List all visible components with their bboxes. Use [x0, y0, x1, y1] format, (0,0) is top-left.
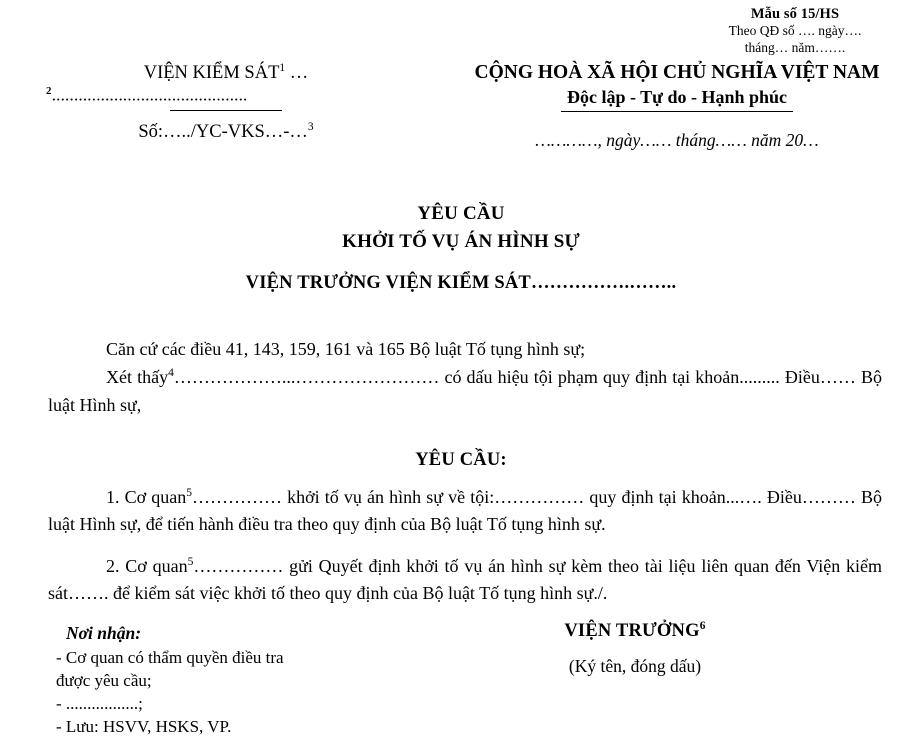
request-heading: YÊU CẦU: [415, 450, 507, 470]
national-heading-block [432, 61, 922, 151]
request-item-1-superscript: 5 [186, 487, 193, 499]
organization-dotted-line [36, 85, 416, 105]
form-code-subtitle-line2: tháng… năm……. [744, 39, 846, 55]
recipients-block [56, 622, 416, 738]
organization-name [36, 62, 416, 84]
organization-dotted-superscript: 2 [46, 85, 52, 98]
form-code-block [668, 6, 922, 57]
list-item: - .................; [56, 694, 143, 714]
signature-note: (Ký tên, đóng dấu) [568, 656, 702, 677]
organization-block [36, 62, 416, 143]
document-title [0, 200, 922, 255]
request-item-2-prefix: 2. Cơ quan [106, 555, 188, 576]
request-item-2-text: …………… gửi Quyết định khởi tố vụ án hình sự kèm theo tài liệu liên quan đến Viện kiểm sát……. để kiểm sát việc khởi tố theo quy định của Bộ luật Tố tụng hình sự./. [48, 555, 883, 604]
request-item-2 [48, 553, 882, 608]
date-line: …………, ngày…… tháng…… năm 20… [535, 129, 819, 150]
signature-title-text: VIỆN TRƯỞNG [564, 621, 700, 642]
document-title-line2: KHỞI TỐ VỤ ÁN HÌNH SỰ [342, 230, 580, 252]
form-code-title: Mẫu số 15/HS [750, 6, 840, 22]
national-motto: Độc lập - Tự do - Hạnh phúc [561, 86, 793, 112]
body-paragraph-2-superscript: 4 [168, 367, 174, 380]
recipients-list [56, 646, 416, 738]
document-number-text: Số:…../YC-VKS…-… [138, 121, 308, 142]
body-paragraph-1: Căn cứ các điều 41, 143, 159, 161 và 165 Bộ luật Tố tụng hình sự; [106, 339, 586, 359]
document-title-line1: YÊU CẦU [417, 203, 505, 224]
body-paragraph-2-prefix: Xét thấy [106, 367, 169, 388]
document-number [36, 121, 416, 143]
country-name: CỘNG HOÀ XÃ HỘI CHỦ NGHĨA VIỆT NAM [474, 62, 880, 83]
organization-name-superscript: 1 [279, 62, 286, 74]
document-number-superscript: 3 [307, 120, 314, 133]
request-item-1-prefix: 1. Cơ quan [106, 487, 187, 507]
request-item-1-text: …………… khởi tố vụ án hình sự về tội:…………… quy định tại khoản...…. Điều……… Bộ luật Hình sự, để tiến hành điều tra theo quy định của Bộ luật Tố tụng hình sự. [48, 487, 882, 535]
list-item: - Cơ quan có thẩm quyền điều tra [56, 647, 284, 667]
signature-title-superscript: 6 [699, 620, 706, 632]
body-paragraph-2-text: ………………...…………………… có dấu hiệu tội phạm quy định tại khoản......... Điều…… Bộ luật Hình sự, [48, 367, 882, 415]
signature-title [470, 620, 800, 642]
body-paragraph-2 [48, 364, 882, 419]
form-code-subtitle-line1: Theo QĐ số …. ngày…. [728, 23, 862, 39]
organization-divider-rule [170, 110, 282, 111]
recipients-title: Nơi nhận: [66, 623, 142, 643]
organization-name-text: VIỆN KIỂM SÁT [143, 63, 280, 84]
list-item: được yêu cầu; [56, 670, 152, 690]
organization-dotted-dots: ............................................ [51, 86, 248, 106]
request-item-2-superscript: 5 [187, 555, 194, 568]
organization-name-suffix: … [285, 63, 309, 84]
signature-block [470, 620, 800, 677]
recipient-title: VIỆN TRƯỞNG VIỆN KIỂM SÁT…………….…….. [245, 273, 677, 293]
list-item: - Lưu: HSVV, HSKS, VP. [56, 717, 232, 737]
request-item-1 [48, 484, 882, 539]
request-items [48, 484, 882, 607]
body-block [48, 336, 882, 419]
